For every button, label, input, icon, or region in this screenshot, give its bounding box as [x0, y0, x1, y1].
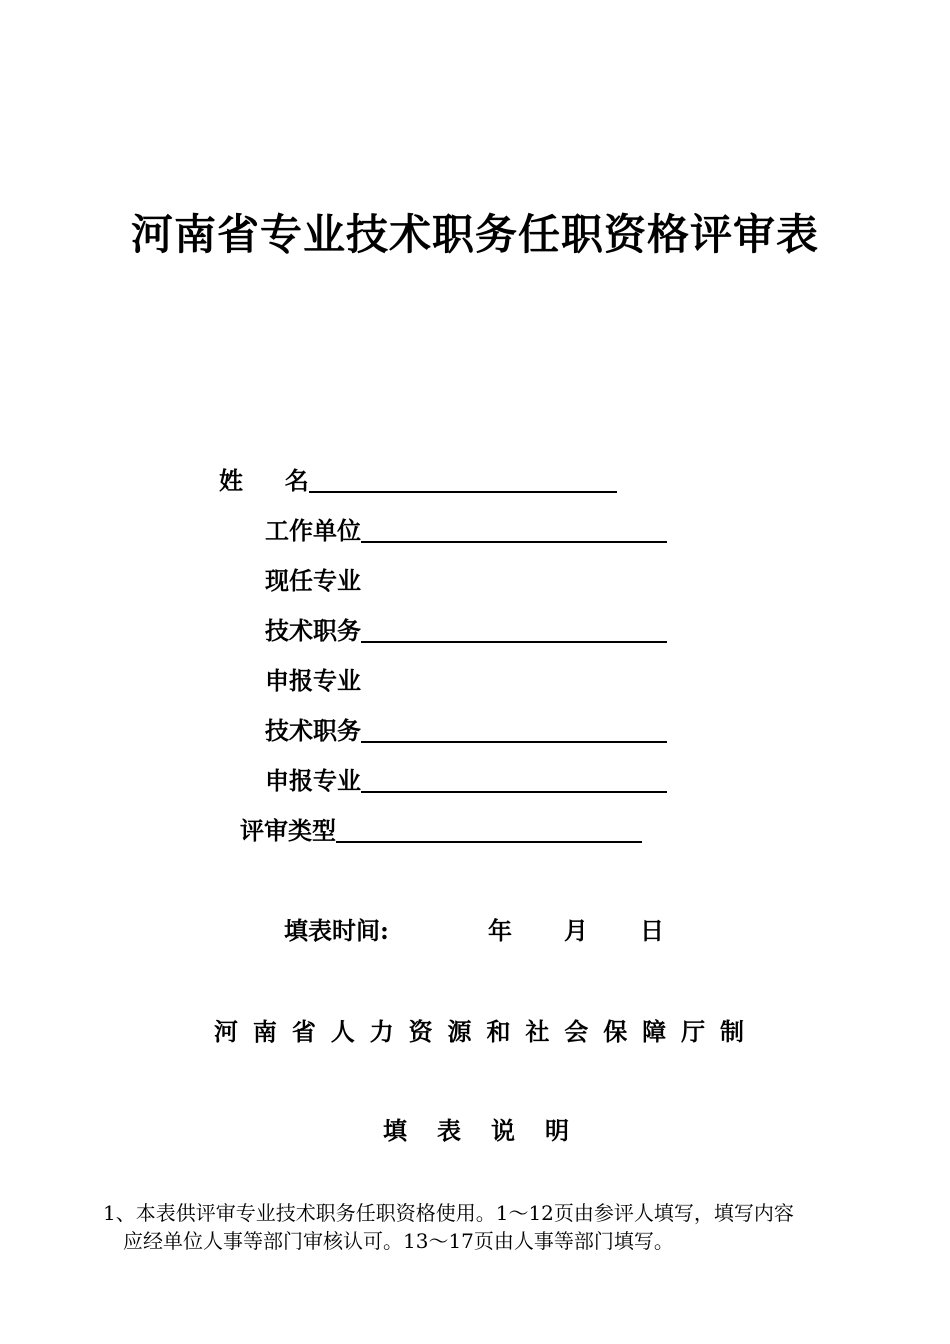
- instructions-note-line2: 应经单位人事等部门审核认可。13～17页由人事等部门填写。: [123, 1229, 674, 1253]
- issuer-char: 制: [719, 1017, 744, 1046]
- instructions-title-char: 表: [437, 1116, 461, 1145]
- issuer-char: 障: [642, 1017, 667, 1046]
- field-work-unit-label: 工作单位: [265, 516, 361, 545]
- field-review-type-line[interactable]: [336, 815, 642, 843]
- issuer-char: 和: [486, 1017, 511, 1046]
- issuer-char: 河: [214, 1017, 238, 1046]
- issuer-char: 力: [369, 1017, 394, 1046]
- field-current-specialty: [265, 562, 361, 596]
- issuer-char: 源: [447, 1017, 472, 1046]
- instructions-note: [103, 1199, 863, 1255]
- instructions-title-char: 填: [383, 1116, 407, 1145]
- field-applied-specialty: [265, 762, 667, 796]
- field-review-type: [240, 812, 642, 846]
- field-name-label: 姓 名: [219, 466, 309, 495]
- instructions-title-char: 说: [491, 1116, 515, 1145]
- field-current-title-label: 技术职务: [265, 616, 361, 645]
- field-applied-specialty-line[interactable]: [361, 765, 667, 793]
- field-work-unit: [265, 512, 667, 546]
- issuer-char: 保: [603, 1017, 628, 1046]
- issuer-char: 人: [330, 1017, 355, 1046]
- field-applied-title-line[interactable]: [361, 715, 667, 743]
- instructions-title-char: 明: [545, 1116, 569, 1145]
- fill-date-label: 填表时间:: [284, 916, 389, 945]
- field-applied-specialty-label: 申报专业: [265, 766, 361, 795]
- field-current-title: [265, 612, 667, 646]
- field-work-unit-line[interactable]: [361, 515, 667, 543]
- field-current-title-line[interactable]: [361, 615, 667, 643]
- field-name-line[interactable]: [309, 465, 617, 493]
- field-applied-title-label: 技术职务: [265, 716, 361, 745]
- issuer-char: 会: [564, 1017, 589, 1046]
- issuer-char: 南: [252, 1017, 277, 1046]
- fill-date-month: 月: [564, 916, 588, 945]
- issuer-char: 省: [291, 1017, 316, 1046]
- issuer-char: 社: [525, 1017, 550, 1046]
- instructions-note-line1: 1、本表供评审专业技术职务任职资格使用。1～12页由参评人填写，填写内容: [103, 1201, 794, 1225]
- issuer-line: [214, 1012, 744, 1047]
- field-name: [219, 462, 617, 496]
- field-current-specialty-label: 现任专业: [265, 566, 361, 595]
- instructions-title: [383, 1111, 569, 1146]
- fill-date-day: 日: [640, 916, 664, 945]
- issuer-char: 厅: [681, 1017, 706, 1046]
- issuer-char: 资: [408, 1017, 433, 1046]
- fill-date-year: 年: [488, 916, 512, 945]
- field-review-type-label: 评审类型: [240, 816, 336, 845]
- document-title: 河南省专业技术职务任职资格评审表: [130, 210, 819, 259]
- field-applied-specialty-header: [265, 662, 361, 696]
- field-applied-specialty-header-label: 申报专业: [265, 666, 361, 695]
- field-applied-title: [265, 712, 667, 746]
